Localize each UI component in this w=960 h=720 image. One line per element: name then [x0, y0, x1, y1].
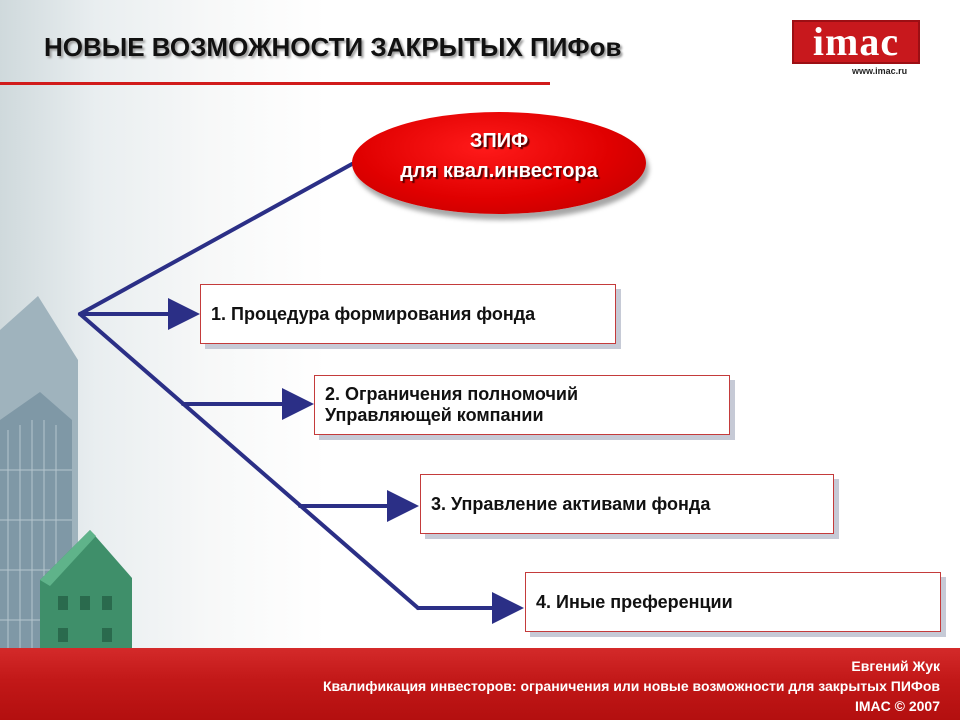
item-box-2 — [314, 375, 730, 435]
logo-text: imac — [812, 19, 900, 64]
page-title: НОВЫЕ ВОЗМОЖНОСТИ ЗАКРЫТЫХ ПИФов — [44, 32, 622, 62]
item-box-1 — [200, 284, 616, 344]
item-box-text: 3. Управление активами фонда — [431, 493, 711, 514]
item-box-text: 1. Процедура формирования фонда — [211, 303, 536, 324]
item-box-3 — [420, 474, 834, 534]
connector-trunk — [80, 314, 418, 608]
footer-subtitle: Квалификация инвесторов: ограничения или новые возможности для закрытых ПИФов — [322, 678, 940, 694]
footer-author: Евгений Жук — [851, 658, 940, 674]
root-node-title: ЗПИФ — [469, 130, 529, 152]
footer-copyright: IMAC © 2007 — [854, 698, 940, 714]
root-node-subtitle: для квал.инвестора — [400, 160, 598, 182]
logo-url: www.imac.ru — [852, 66, 908, 76]
item-box-4 — [525, 572, 941, 632]
item-box-text: Управляющей компании — [325, 405, 544, 425]
footer-bar — [0, 648, 960, 720]
item-box-text: 4. Иные преференции — [536, 591, 733, 612]
root-node-zpif — [352, 112, 646, 214]
item-box-text: 2. Ограничения полномочий — [325, 384, 579, 404]
